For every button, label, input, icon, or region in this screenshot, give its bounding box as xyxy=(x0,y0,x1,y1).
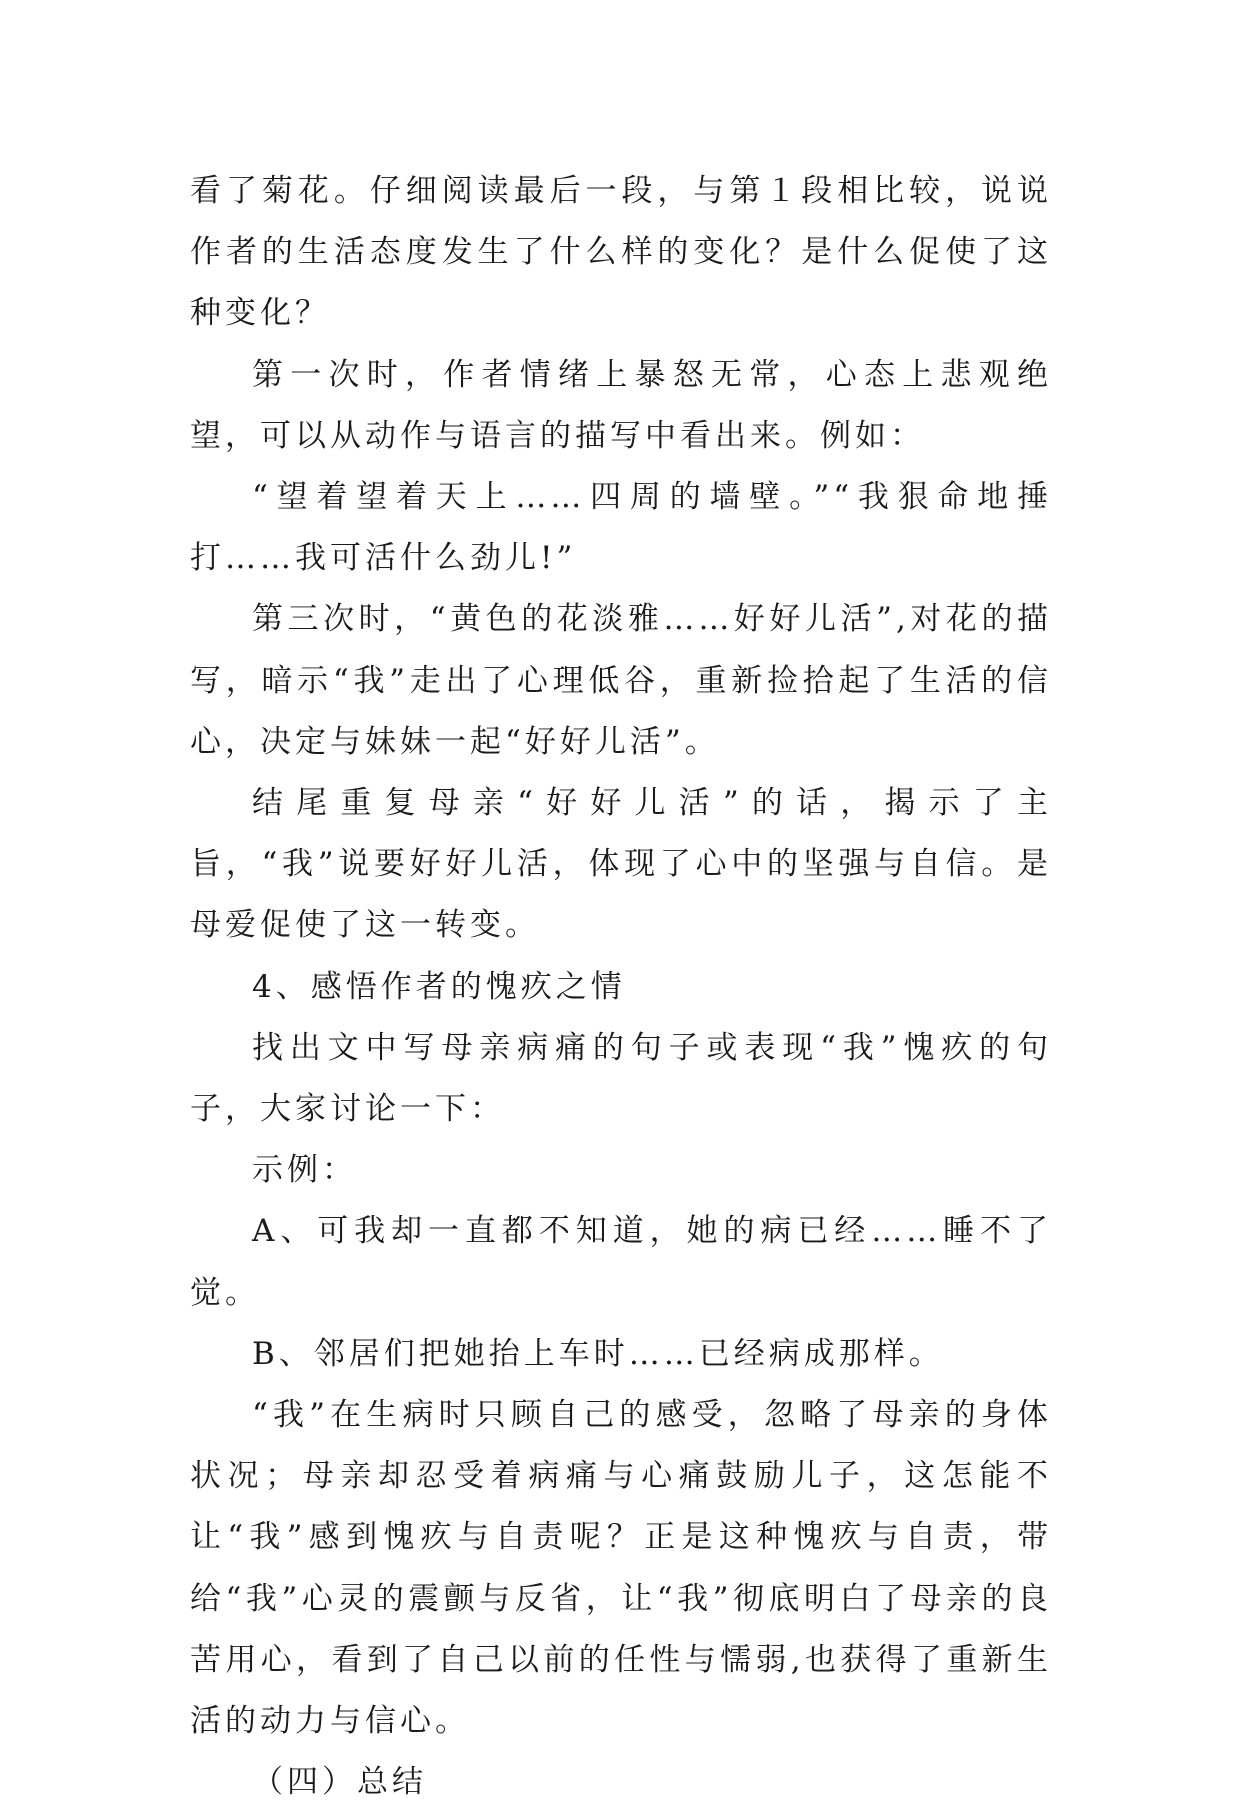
paragraph: “我”在生病时只顾自己的感受，忽略了母亲的身体状况；母亲却忍受着病痛与心痛鼓励儿子，这怎能不让“我”感到愧疚与自责呢？正是这种愧疚与自责，带给“我”心灵的震颤与反省，让“我”彻底明白了母亲的良苦用心，看到了自己以前的任性与懦弱,也获得了重新生活的动力与信心。 xyxy=(190,1397,1052,1740)
paragraph: 第一次时，作者情绪上暴怒无常，心态上悲观绝望，可以从动作与语言的描写中看出来。例如： xyxy=(190,356,1052,454)
list-item: B、邻居们把她抬上车时……已经病成那样。 xyxy=(252,1335,944,1372)
paragraph: “望着望着天上……四周的墙壁。”“我狠命地捶打……我可活什么劲儿!” xyxy=(190,479,1052,577)
paragraph: 结尾重复母亲“好好儿活”的话，揭示了主旨，“我”说要好好儿活，体现了心中的坚强与自信。是母爱促使了这一转变。 xyxy=(190,785,1052,944)
paragraph: 示例： xyxy=(252,1152,357,1189)
list-item: A、可我却一直都不知道，她的病已经……睡不了觉。 xyxy=(190,1213,1052,1311)
section-heading: 4、感悟作者的愧疚之情 xyxy=(252,968,626,1005)
section-heading: （四）总结 xyxy=(252,1764,427,1801)
paragraph: 找出文中写母亲病痛的句子或表现“我”愧疚的句子，大家讨论一下： xyxy=(190,1029,1052,1128)
paragraph: 看了菊花。仔细阅读最后一段，与第１段相比较，说说作者的生活态度发生了什么样的变化？是什么促使了这种变化？ xyxy=(190,173,1052,332)
paragraph: 第三次时，“黄色的花淡雅……好好儿活”,对花的描写，暗示“我”走出了心理低谷，重新捡拾起了生活的信心，决定与妹妹一起“好好儿活”。 xyxy=(190,601,1052,760)
document-body xyxy=(190,161,1052,1813)
